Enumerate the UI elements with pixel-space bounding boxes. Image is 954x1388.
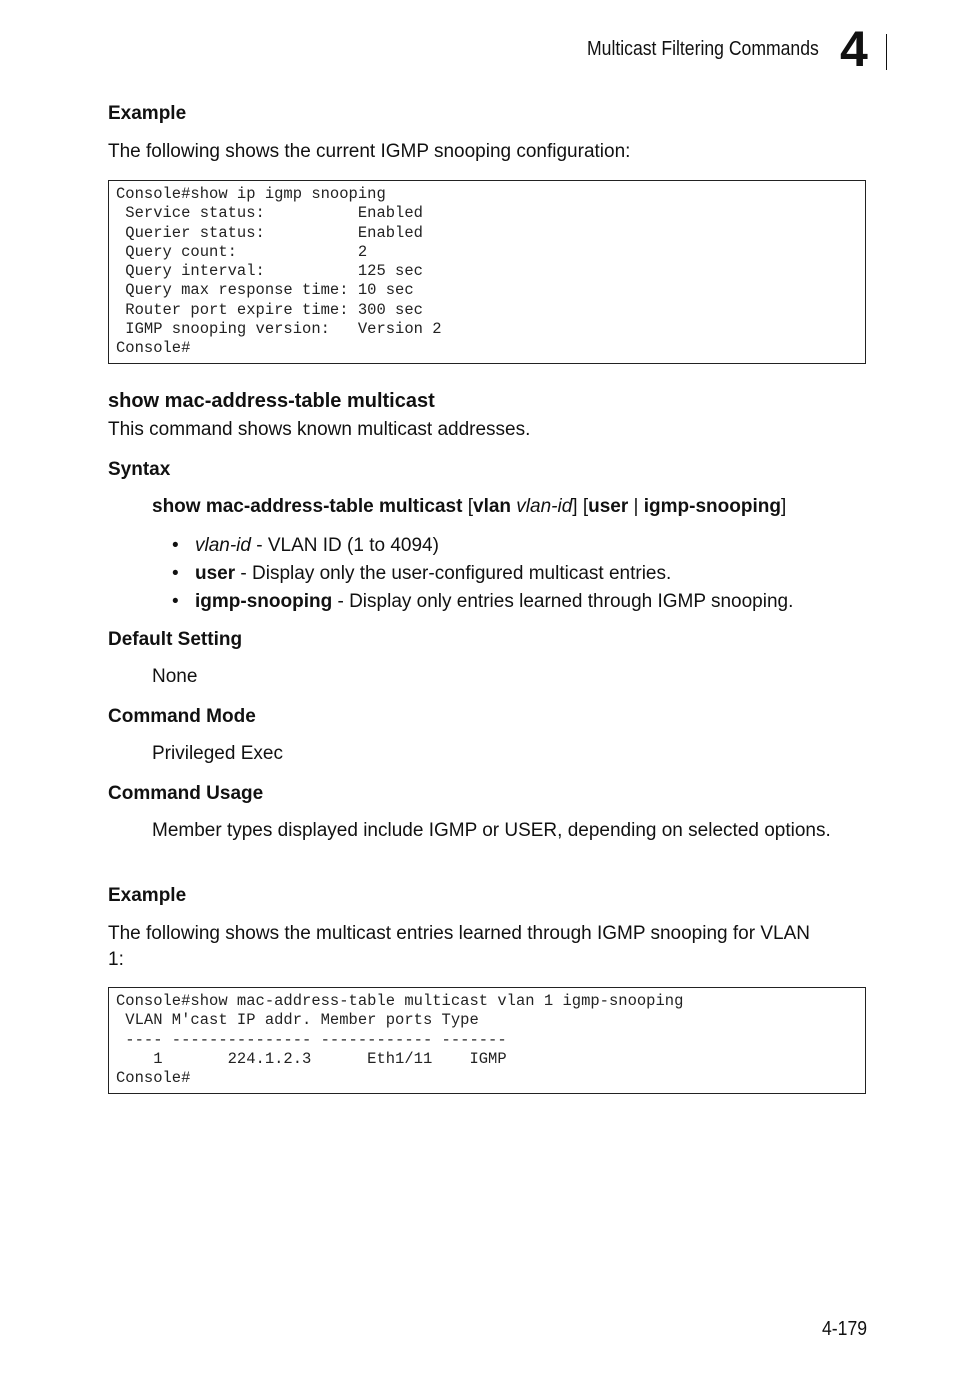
command-title: show mac-address-table multicast <box>108 390 435 412</box>
code-line: Querier status: Enabled <box>116 223 423 242</box>
param-term: igmp-snooping <box>195 591 333 612</box>
code-block-mac-multicast <box>108 987 866 1094</box>
syntax-user-keyword: user <box>588 496 629 517</box>
default-setting-value: None <box>152 666 198 687</box>
code-line: 1 224.1.2.3 Eth1/11 IGMP <box>116 1049 507 1068</box>
code-line: Router port expire time: 300 sec <box>116 300 423 319</box>
command-mode-heading: Command Mode <box>108 706 256 727</box>
running-header-title: Multicast Filtering Commands <box>587 38 819 60</box>
syntax-vlan-arg: vlan-id <box>511 496 573 517</box>
code-line: IGMP snooping version: Version 2 <box>116 320 442 339</box>
syntax-pipe: | <box>628 496 644 517</box>
code-line: Console# <box>116 1069 191 1088</box>
example-heading: Example <box>108 103 187 124</box>
param-desc: - Display only entries learned through IGMP snooping. <box>332 591 794 612</box>
param-term: user <box>195 563 236 584</box>
code-line: ---- --------------- ------------ ------- <box>116 1030 507 1049</box>
command-usage-heading: Command Usage <box>108 783 264 804</box>
param-term: vlan-id <box>195 535 251 556</box>
list-item <box>172 588 793 616</box>
syntax-line <box>152 496 786 518</box>
example-intro: The following shows the multicast entries learned through IGMP snooping for VLAN 1: <box>108 923 810 970</box>
syntax-bracket: ] [ <box>572 496 589 517</box>
list-item <box>172 560 793 588</box>
chapter-number: 4 <box>840 21 868 77</box>
parameter-list <box>172 532 793 616</box>
syntax-vlan-keyword: vlan <box>473 496 512 517</box>
syntax-heading: Syntax <box>108 459 171 480</box>
list-item <box>172 532 793 560</box>
code-line: Service status: Enabled <box>116 204 423 223</box>
param-desc: - Display only the user-configured multicast entries. <box>235 563 672 584</box>
code-line: Console#show mac-address-table multicast vlan 1 igmp-snooping <box>116 992 684 1010</box>
command-description: This command shows known multicast addresses. <box>108 419 531 440</box>
syntax-bracket: ] <box>780 496 787 517</box>
example-intro: The following shows the current IGMP snooping configuration: <box>108 141 631 162</box>
command-usage-text: Member types displayed include IGMP or USER, depending on selected options. <box>152 820 831 841</box>
command-mode-value: Privileged Exec <box>152 743 283 764</box>
code-block-igmp-snooping <box>108 180 866 364</box>
code-line: Console#show ip igmp snooping <box>116 185 386 203</box>
code-line: Query count: 2 <box>116 242 368 261</box>
syntax-bracket: [ <box>462 496 473 517</box>
code-line: Query interval: 125 sec <box>116 262 423 281</box>
syntax-igmp-keyword: igmp-snooping <box>643 496 781 517</box>
code-line: VLAN M'cast IP addr. Member ports Type <box>116 1011 479 1030</box>
chapter-divider <box>886 34 887 70</box>
page-number: 4-179 <box>822 1318 868 1340</box>
default-setting-heading: Default Setting <box>108 629 243 650</box>
example-heading: Example <box>108 885 187 906</box>
param-desc: - VLAN ID (1 to 4094) <box>250 535 439 556</box>
code-line: Console# <box>116 339 191 358</box>
code-line: Query max response time: 10 sec <box>116 281 414 300</box>
syntax-command: show mac-address-table multicast <box>152 496 463 517</box>
